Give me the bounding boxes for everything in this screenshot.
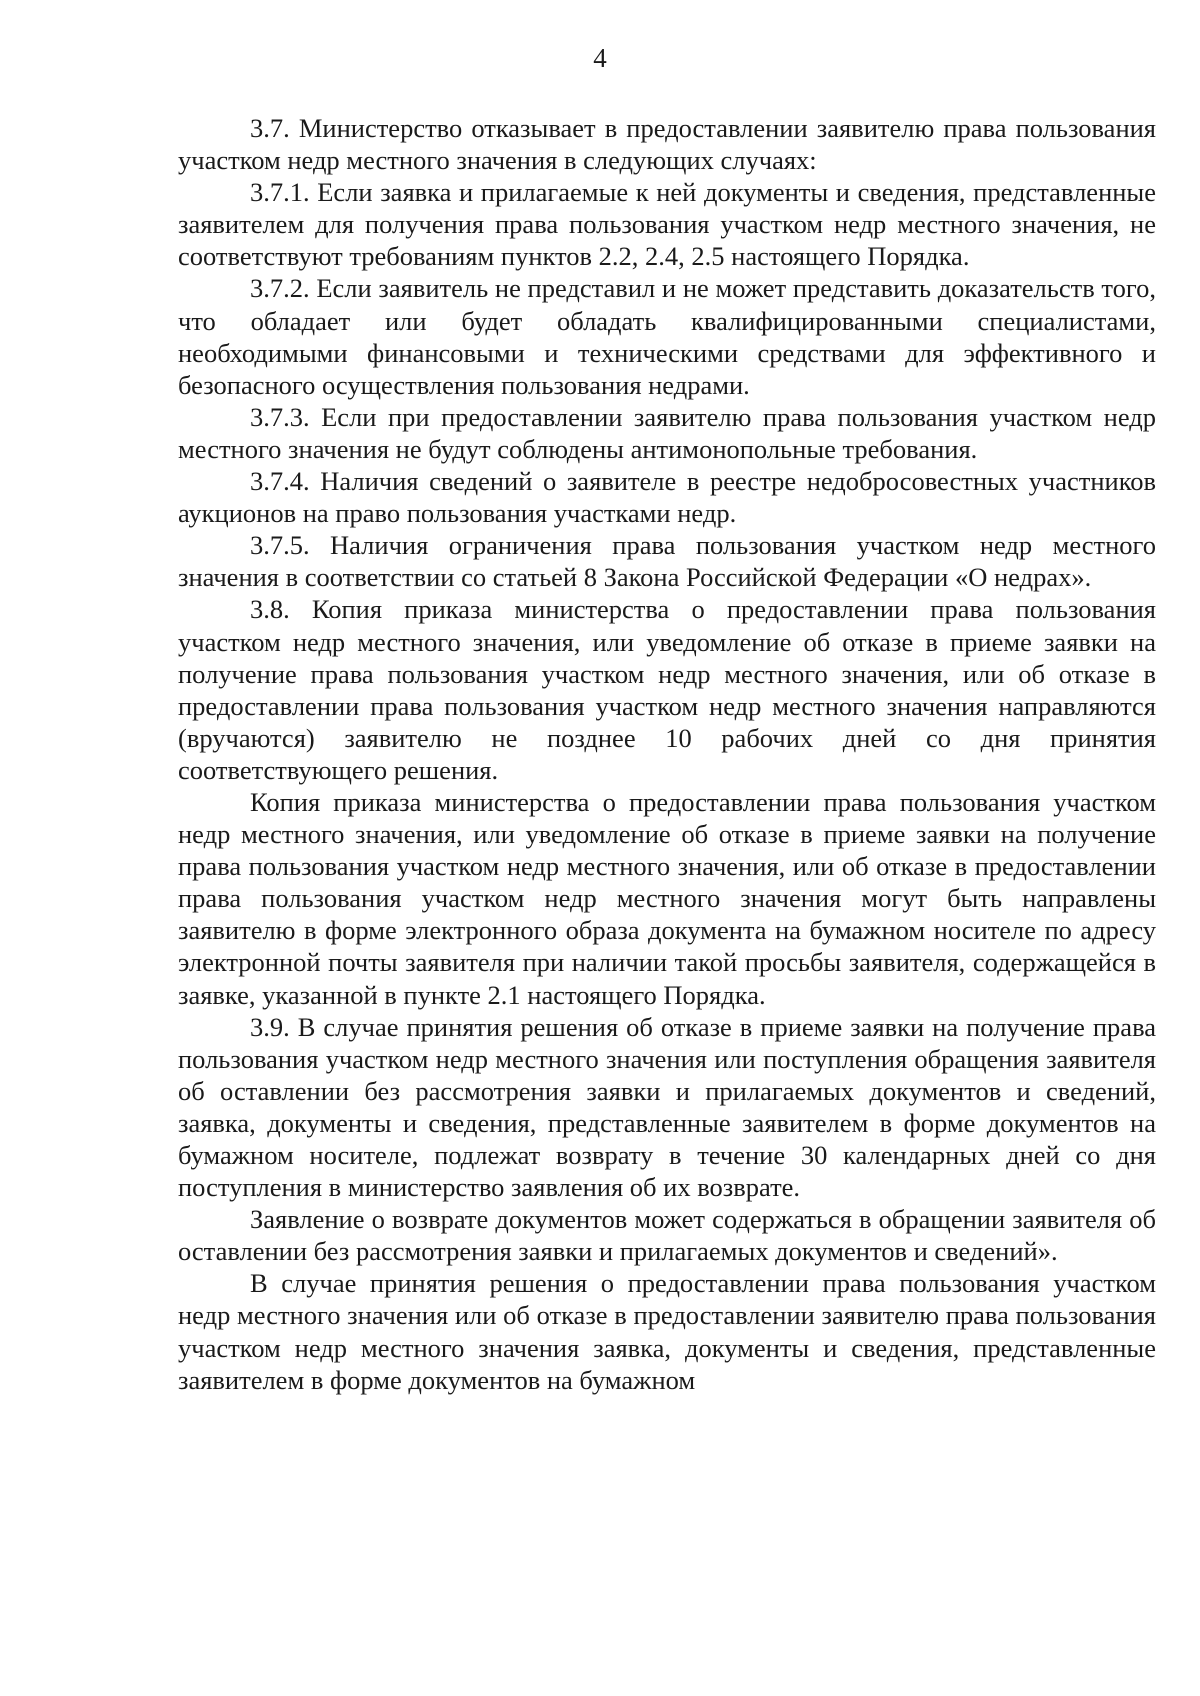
paragraph-3-7-2: 3.7.2. Если заявитель не представил и не может представить доказательств того, что обладает или будет обладать квалифицированными специалистами, необходимыми финансовыми и техническими средствами для эффективного и безопасного осуществления пользования недрами. xyxy=(178,273,1156,400)
paragraph-3-7-5: 3.7.5. Наличия ограничения права пользования участком недр местного значения в соответствии со статьей 8 Закона Российской Федерации «О недрах». xyxy=(178,530,1156,593)
paragraph-3-7-4: 3.7.4. Наличия сведений о заявителе в реестре недобросовестных участников аукционов на право пользования участками недр. xyxy=(178,466,1156,529)
paragraph-3-9: 3.9. В случае принятия решения об отказе в приеме заявки на получение права пользования участком недр местного значения или поступления обращения заявителя об оставлении без рассмотрения заявки и прилагаемых документов и сведений, заявка, документы и сведения, представленные заявителем в форме документов на бумажном носителе, подлежат возврату в течение 30 календарных дней со дня поступления в министерство заявления об их возврате. xyxy=(178,1011,1156,1203)
paragraph-3-7-3: 3.7.3. Если при предоставлении заявителю права пользования участком недр местного значения не будут соблюдены антимонопольные требования. xyxy=(178,401,1156,464)
document-body xyxy=(178,112,1156,1396)
paragraph-3-8-electronic: Копия приказа министерства о предоставлении права пользования участком недр местного значения, или уведомление об отказе в приеме заявки на получение права пользования участком недр местного значения, или об отказе в предоставлении права пользования участком недр местного значения могут быть направлены заявителю в форме электронного образа документа на бумажном носителе по адресу электронной почты заявителя при наличии такой просьбы заявителя, содержащейся в заявке, указанной в пункте 2.1 настоящего Порядка. xyxy=(178,786,1156,1010)
page-number: 4 xyxy=(593,43,607,73)
paragraph-3-7: 3.7. Министерство отказывает в предоставлении заявителю права пользования участком недр местного значения в следующих случаях: xyxy=(178,113,1156,176)
paragraph-return-statement: Заявление о возврате документов может содержаться в обращении заявителя об оставлении без рассмотрения заявки и прилагаемых документов и сведений». xyxy=(178,1204,1156,1267)
paragraph-decision-case: В случае принятия решения о предоставлении права пользования участком недр местного значения или об отказе в предоставлении заявителю права пользования участком недр местного значения заявка, документы и сведения, представленные заявителем в форме документов на бумажном xyxy=(178,1268,1156,1395)
paragraph-3-7-1: 3.7.1. Если заявка и прилагаемые к ней документы и сведения, представленные заявителем для получения права пользования участком недр местного значения, не соответствуют требованиям пунктов 2.2, 2.4, 2.5 настоящего Порядка. xyxy=(178,177,1156,272)
paragraph-3-8: 3.8. Копия приказа министерства о предоставлении права пользования участком недр местного значения, или уведомление об отказе в приеме заявки на получение права пользования участком недр местного значения, или об отказе в предоставлении права пользования участком недр местного значения направляются (вручаются) заявителю не позднее 10 рабочих дней со дня принятия соответствующего решения. xyxy=(178,594,1156,785)
